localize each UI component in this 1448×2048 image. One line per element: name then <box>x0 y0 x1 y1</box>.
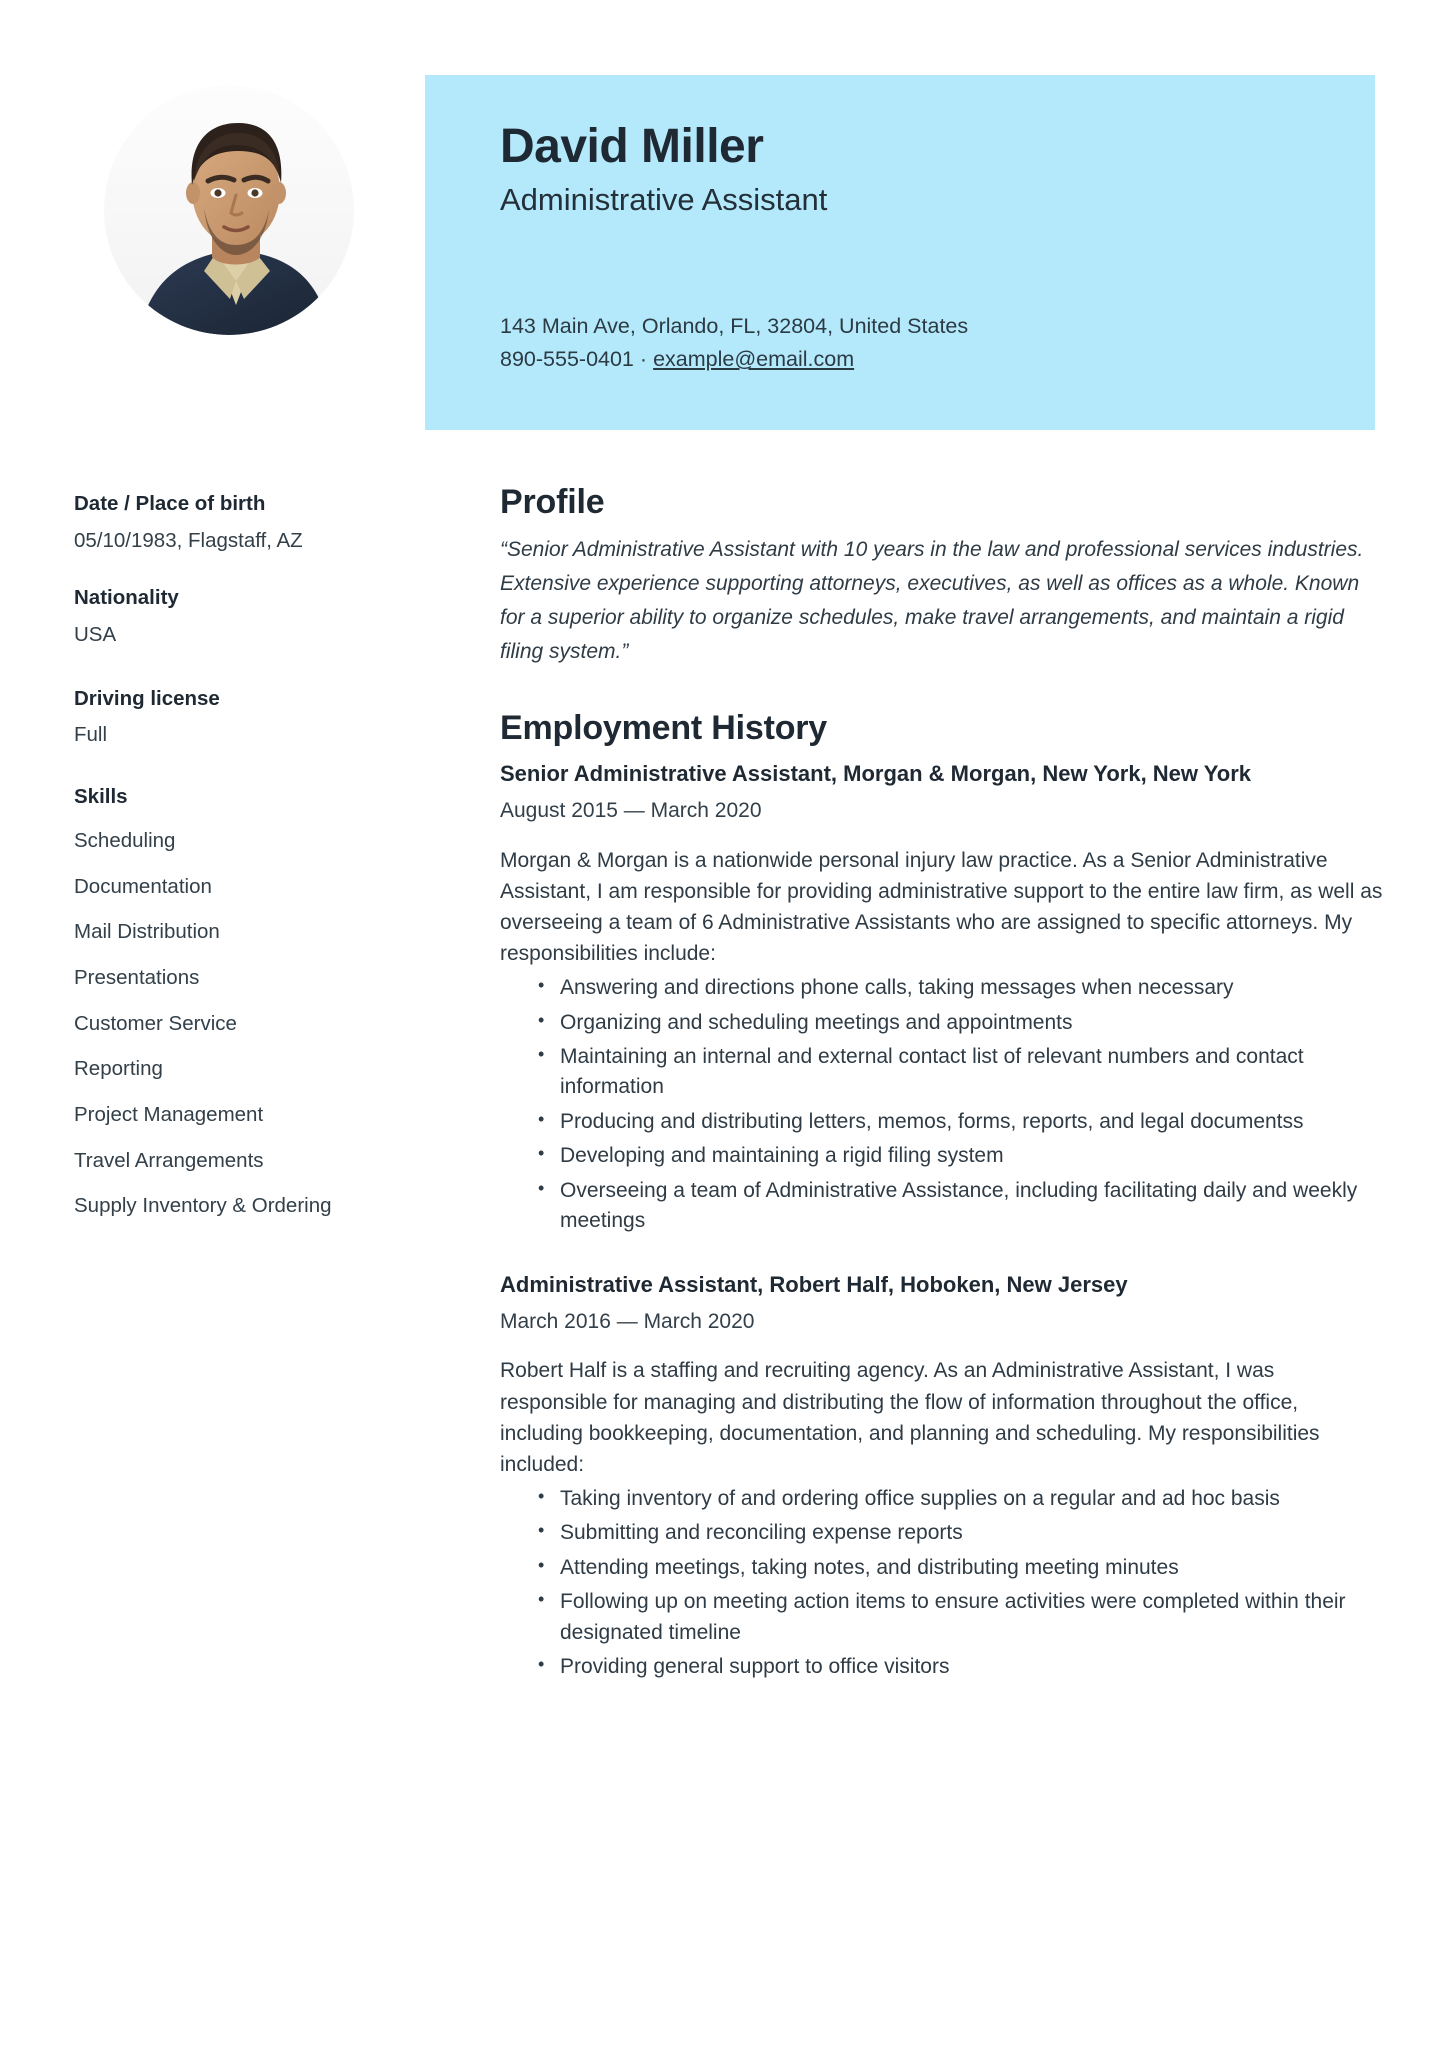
list-item: • Producing and distributing letters, memos, forms, reports, and legal documentss <box>536 1107 1385 1137</box>
list-item: Customer Service <box>74 1011 237 1035</box>
job-description: Morgan & Morgan is a nationwide personal injury law practice. As a Senior Administrative Assistant, I am responsible for providing administrative support to the entire law firm, as well as overseeing a team of 6 Administrative Assistants who are assigned to specific attorneys. My responsibilities include: <box>500 848 1383 965</box>
list-item: Scheduling <box>74 829 176 853</box>
avatar <box>104 85 354 335</box>
contact-address: 143 Main Ave, Orlando, FL, 32804, United States <box>500 314 969 338</box>
driving-license-value: Full <box>74 723 108 747</box>
sidebar-item-birth <box>74 490 364 554</box>
sidebar-item-nationality <box>74 584 364 648</box>
list-item: • Submitting and reconciling expense reports <box>536 1518 1385 1548</box>
driving-license-label: Driving license <box>74 686 220 710</box>
page-title: David Miller <box>500 120 764 173</box>
list-item: • Attending meetings, taking notes, and distributing meeting minutes <box>536 1553 1385 1583</box>
birth-value: 05/10/1983, Flagstaff, AZ <box>74 528 303 552</box>
header-identity <box>500 120 1360 218</box>
list-item: • Answering and directions phone calls, taking messages when necessary <box>536 973 1385 1003</box>
list-item: Project Management <box>74 1103 264 1127</box>
list-item: • Organizing and scheduling meetings and appointments <box>536 1008 1385 1038</box>
job-dates: March 2016 — March 2020 <box>500 1310 755 1334</box>
contact-email-link[interactable]: example@email.com <box>653 347 855 372</box>
contact-details <box>500 310 1360 377</box>
list-item: • Taking inventory of and ordering office supplies on a regular and ad hoc basis <box>536 1484 1385 1514</box>
sidebar-item-driving-license <box>74 685 364 749</box>
list-item: Reporting <box>74 1057 163 1081</box>
main-content <box>500 482 1385 1682</box>
list-item: • Overseeing a team of Administrative Assistance, including facilitating daily and weekly meetings <box>536 1176 1385 1237</box>
profile-text: “Senior Administrative Assistant with 10 years in the law and professional services industries. Extensive experience supporting attorneys, executives, as well as offices as a whole. Known for a superior ability to organize schedules, make travel arrangements, and maintain a rigid filing system.” <box>500 537 1364 663</box>
list-item: Mail Distribution <box>74 920 220 944</box>
job-dates: August 2015 — March 2020 <box>500 799 762 823</box>
sidebar-item-skills <box>74 785 364 1220</box>
list-item: Supply Inventory & Ordering <box>74 1194 332 1218</box>
nationality-label: Nationality <box>74 586 179 610</box>
list-item: • Providing general support to office visitors <box>536 1652 1385 1682</box>
sidebar <box>74 490 364 1256</box>
job-bullet-list <box>500 1484 1385 1683</box>
list-item: Travel Arrangements <box>74 1148 264 1172</box>
job-bullet-list <box>500 973 1385 1237</box>
employment-entry <box>500 1271 1385 1683</box>
contact-phone: 890-555-0401 <box>500 347 634 372</box>
job-heading: Senior Administrative Assistant, Morgan & Morgan, New York, New York <box>500 760 1252 786</box>
job-heading: Administrative Assistant, Robert Half, Hoboken, New Jersey <box>500 1271 1128 1297</box>
contact-phone-email <box>500 343 1360 376</box>
birth-label: Date / Place of birth <box>74 492 266 515</box>
list-item: Presentations <box>74 966 200 990</box>
employment-section-title: Employment History <box>500 708 828 747</box>
job-description: Robert Half is a staffing and recruiting agency. As an Administrative Assistant, I was responsible for managing and distributing the flow of information throughout the office, including bookkeeping, documentation, and planning and scheduling. My responsibilities included: <box>500 1359 1320 1476</box>
portrait-photo-icon <box>104 85 354 335</box>
contact-separator: · <box>639 347 648 372</box>
header-job-title: Administrative Assistant <box>500 181 828 217</box>
employment-entry <box>500 760 1385 1237</box>
skills-label: Skills <box>74 785 128 809</box>
employment-section <box>500 709 1385 1683</box>
nationality-value: USA <box>74 623 117 647</box>
list-item: Documentation <box>74 874 212 898</box>
list-item: • Following up on meeting action items to ensure activities were completed within their designated timeline <box>536 1587 1385 1648</box>
list-item: • Maintaining an internal and external contact list of relevant numbers and contact information <box>536 1042 1385 1103</box>
list-item: • Developing and maintaining a rigid filing system <box>536 1141 1385 1171</box>
profile-section <box>500 482 1385 669</box>
profile-section-title: Profile <box>500 483 605 521</box>
